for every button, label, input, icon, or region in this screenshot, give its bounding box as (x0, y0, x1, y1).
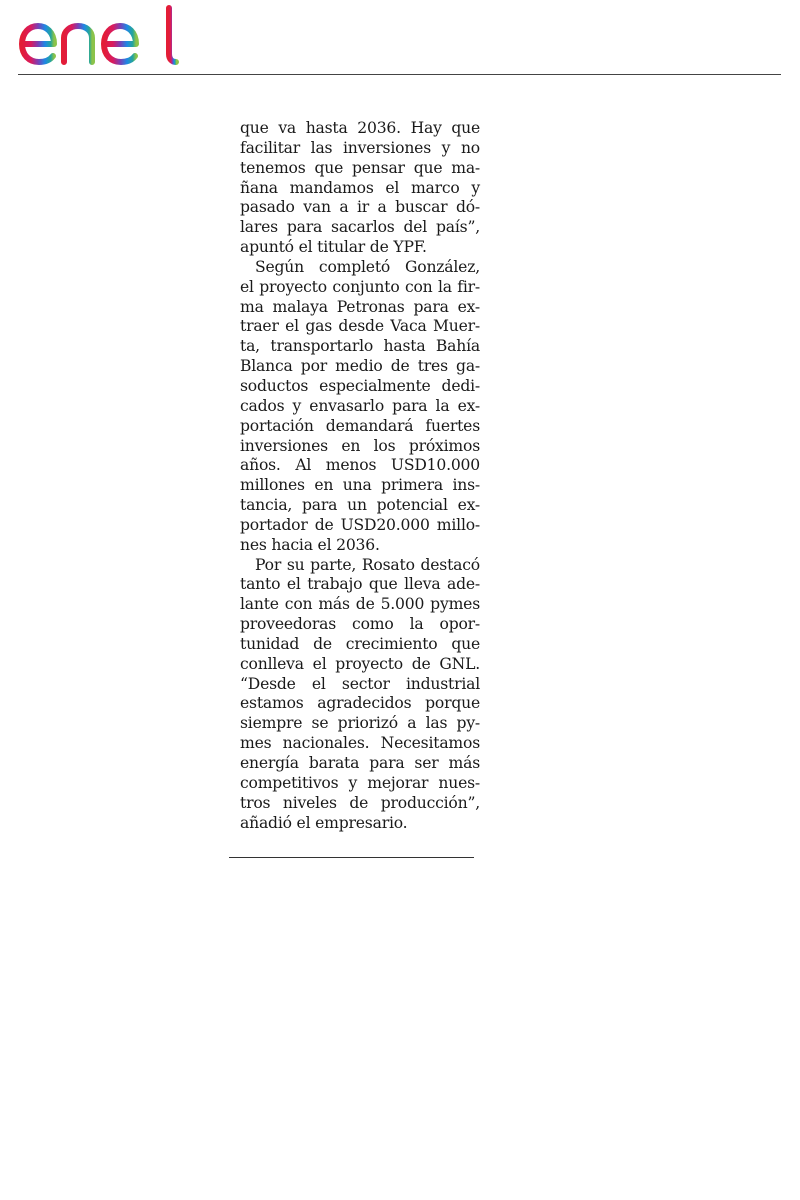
article-line: lares para sacarlos del país”, (240, 218, 480, 237)
article-line: traer el gas desde Vaca Muer- (240, 317, 480, 336)
article-line: millones en una primera ins- (240, 476, 480, 495)
article-line: siempre se priorizó a las py- (240, 714, 480, 733)
article-line: inversiones en los próximos (240, 436, 480, 455)
article-line: Por su parte, Rosato destacó (255, 555, 480, 574)
article-line: facilitar las inversiones y no (240, 138, 480, 157)
header-divider (18, 74, 781, 75)
article-column (240, 119, 480, 833)
article-line: “Desde el sector industrial (240, 674, 480, 693)
enel-logo (16, 4, 180, 68)
enel-logo-icon (16, 4, 180, 68)
article-line: estamos agradecidos porque (240, 694, 480, 713)
article-line: portador de USD20.000 millo- (240, 515, 480, 534)
article-line: ma malaya Petronas para ex- (240, 297, 480, 316)
article-end-divider (229, 857, 474, 858)
article-line: ta, transportarlo hasta Bahía (240, 337, 480, 356)
article-line: tanto el trabajo que lleva ade- (240, 575, 480, 594)
article-line: cados y envasarlo para la ex- (240, 396, 480, 415)
article-line: nes hacia el 2036. (240, 535, 380, 554)
article-line: mes nacionales. Necesitamos (240, 734, 480, 753)
article-line: apuntó el titular de YPF. (240, 238, 427, 257)
article-line: pasado van a ir a buscar dó- (240, 198, 480, 217)
article-line: ñana mandamos el marco y (240, 178, 480, 197)
article-line: lante con más de 5.000 pymes (240, 595, 480, 614)
article-line: Blanca por medio de tres ga- (240, 357, 480, 376)
article-line: soductos especialmente dedi- (240, 376, 480, 395)
article-line: tenemos que pensar que ma- (240, 158, 480, 177)
article-line: competitivos y mejorar nues- (240, 773, 480, 792)
article-line: proveedoras como la opor- (240, 615, 480, 634)
article-line: que va hasta 2036. Hay que (240, 119, 480, 137)
article-line: conlleva el proyecto de GNL. (240, 654, 480, 673)
article-line: añadió el empresario. (240, 813, 408, 832)
article-line: Según completó González, (255, 257, 480, 276)
article-line: años. Al menos USD10.000 (240, 456, 480, 475)
article-line: energía barata para ser más (240, 754, 480, 772)
article-line: portación demandará fuertes (240, 416, 480, 435)
article-line: tancia, para un potencial ex- (240, 496, 480, 515)
article-line: tunidad de crecimiento que (240, 634, 480, 653)
article-line: tros niveles de producción”, (240, 793, 480, 812)
article-line: el proyecto conjunto con la fir- (240, 277, 480, 296)
